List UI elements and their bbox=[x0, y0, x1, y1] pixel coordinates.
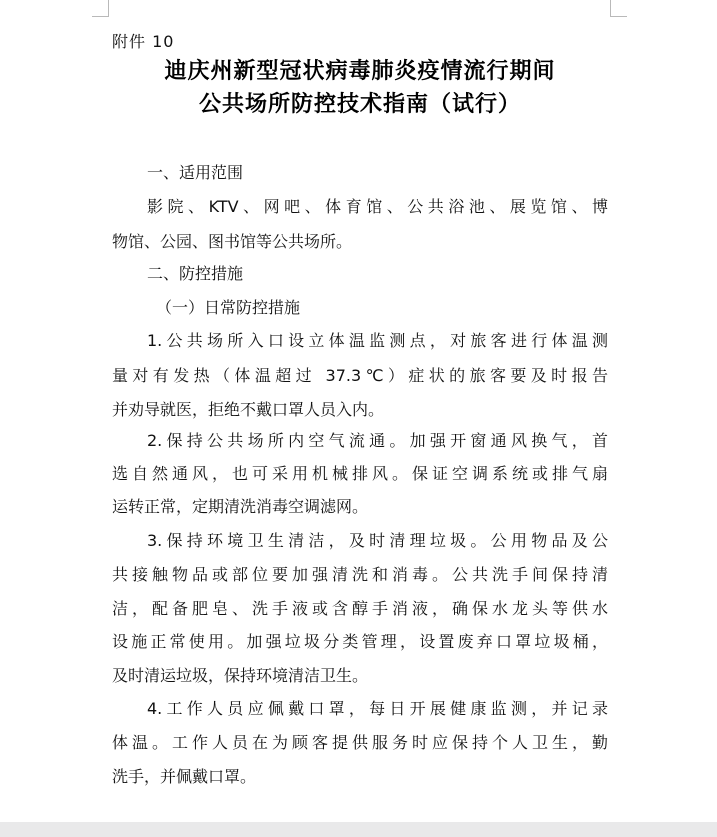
subsection-heading-daily-measures: （一）日常防控措施 bbox=[156, 298, 301, 317]
paragraph-line: 选自然通风，也可采用机械排风。保证空调系统或排气扇 bbox=[112, 464, 608, 483]
paragraph-line: 3.保持环境卫生清洁，及时清理垃圾。公用物品及公 bbox=[147, 531, 608, 550]
document-title-line-1: 迪庆州新型冠状病毒肺炎疫情流行期间 bbox=[164, 59, 556, 84]
paragraph-line: 洗手，并佩戴口罩。 bbox=[112, 767, 257, 786]
paragraph-line: 设施正常使用。加强垃圾分类管理，设置废弃口罩垃圾桶， bbox=[112, 632, 608, 651]
page-margin-corner-left bbox=[92, 0, 109, 17]
paragraph-line: 1.公共场所入口设立体温监测点，对旅客进行体温测 bbox=[147, 331, 608, 350]
page-margin-corner-right bbox=[610, 0, 627, 17]
paragraph-line: 共接触物品或部位要加强清洗和消毒。公共洗手间保持清 bbox=[112, 565, 608, 584]
paragraph-line: 运转正常，定期清洗消毒空调滤网。 bbox=[112, 497, 369, 516]
paragraph-line: 4.工作人员应佩戴口罩，每日开展健康监测，并记录 bbox=[147, 699, 608, 718]
paragraph-line: 量对有发热（体温超过 37.3℃）症状的旅客要及时报告 bbox=[112, 366, 608, 385]
page-gap-bottom bbox=[0, 822, 717, 837]
paragraph-line: 并劝导就医，拒绝不戴口罩人员入内。 bbox=[112, 400, 385, 419]
attachment-label: 附件 10 bbox=[112, 32, 175, 51]
document-title-line-2: 公共场所防控技术指南（试行） bbox=[198, 92, 521, 117]
paragraph-line: 及时清运垃圾，保持环境清洁卫生。 bbox=[112, 666, 369, 685]
section-heading-scope: 一、适用范围 bbox=[147, 163, 244, 182]
paragraph-line: 物馆、公园、图书馆等公共场所。 bbox=[112, 232, 353, 251]
paragraph-line: 2.保持公共场所内空气流通。加强开窗通风换气，首 bbox=[147, 431, 608, 450]
paragraph-line: 洁，配备肥皂、洗手液或含醇手消液，确保水龙头等供水 bbox=[112, 599, 608, 618]
paragraph-line: 影院、KTV、网吧、体育馆、公共浴池、展览馆、博 bbox=[147, 197, 608, 216]
paragraph-line: 体温。工作人员在为顾客提供服务时应保持个人卫生，勤 bbox=[112, 733, 608, 752]
section-heading-measures: 二、防控措施 bbox=[147, 264, 244, 283]
